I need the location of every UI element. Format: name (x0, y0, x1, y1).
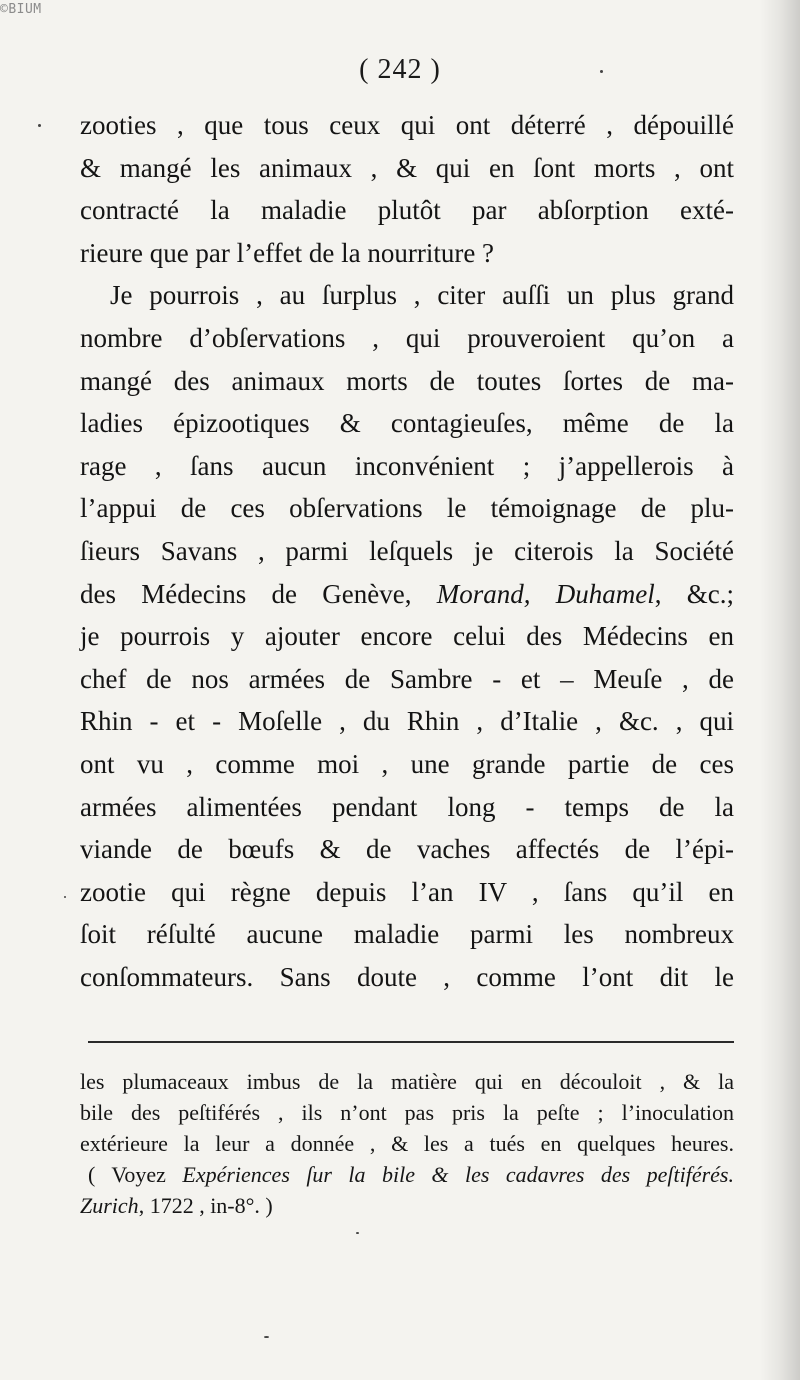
text-line: je pourrois y ajouter encore celui des Médecins en (80, 621, 734, 652)
footnote-line: les plumaceaux imbus de la matière qui en découloit , & la (80, 1069, 734, 1094)
text-line: l’appui de ces obſervations le témoignage de plu- (80, 493, 734, 524)
text-segment: , &c.; (654, 578, 734, 609)
text-line: Rhin - et - Moſelle , du Rhin , d’Italie , &c. , qui (80, 706, 734, 737)
text-line: rieure que par l’effet de la nourriture ? (80, 237, 495, 268)
text-line: ſoit réſulté aucune maladie parmi les nombreux (80, 919, 734, 950)
text-line: zooties , que tous ceux qui ont déterré , dépouillé (80, 110, 734, 140)
text-segment: des Médecins de Genève, (80, 578, 437, 609)
ink-speck (38, 124, 41, 127)
footnote-separator (88, 1041, 734, 1043)
text-segment: ( Voyez (88, 1162, 183, 1187)
main-text (80, 104, 734, 998)
ink-speck (356, 1232, 359, 1234)
text-line: ont vu , comme moi , une grande partie de ces (80, 748, 734, 779)
author-names: Morand, Duhamel (436, 578, 655, 609)
text-line: contracté la maladie plutôt par abſorption exté- (80, 195, 734, 226)
text-line: & mangé les animaux , & qui en ſont morts , ont (80, 152, 734, 183)
text-segment: , 1722 , in-8°. ) (138, 1193, 273, 1218)
ink-speck (64, 896, 66, 898)
footnote-line: bile des peſtiférés , ils n’ont pas pris la peſte ; l’inoculation (80, 1100, 734, 1125)
footnote-line (80, 1159, 734, 1190)
text-line (80, 573, 734, 616)
page-number: ( 242 ) (359, 54, 441, 85)
text-line: conſommateurs. Sans doute , comme l’ont dit le (80, 961, 734, 992)
text-line: ladies épizootiques & contagieuſes, même de la (80, 408, 734, 439)
footnote-line (80, 1190, 734, 1221)
text-line: viande de bœufs & de vaches affectés de l’épi- (80, 834, 734, 865)
text-line: zootie qui règne depuis l’an IV , ſans qu’il en (80, 876, 734, 907)
ink-speck (600, 70, 603, 73)
text-line: nombre d’obſervations , qui prouveroient qu’on a (80, 322, 734, 353)
text-line: Je pourrois , au ſurplus , citer auſſi un plus grand (110, 280, 734, 311)
text-line: chef de nos armées de Sambre - et – Meuſe , de (80, 663, 734, 694)
spine-shadow (760, 0, 800, 1380)
text-line: ſieurs Savans , parmi leſquels je citerois la Société (80, 535, 734, 566)
text-line: mangé des animaux morts de toutes ſortes de ma- (80, 365, 734, 396)
text-line: rage , ſans aucun inconvénient ; j’appellerois à (80, 450, 734, 481)
cited-title: Expériences ſur la bile & les cadavres des peſtiférés. (182, 1162, 734, 1187)
cited-place: Zurich (80, 1193, 139, 1218)
ink-speck (264, 1336, 269, 1338)
library-watermark: ©BIUM (0, 2, 42, 17)
footnote (80, 1066, 734, 1221)
text-line: armées alimentées pendant long - temps de la (80, 791, 734, 822)
footnote-line: extérieure la leur a donnée , & les a tués en quelques heures. (80, 1131, 734, 1156)
